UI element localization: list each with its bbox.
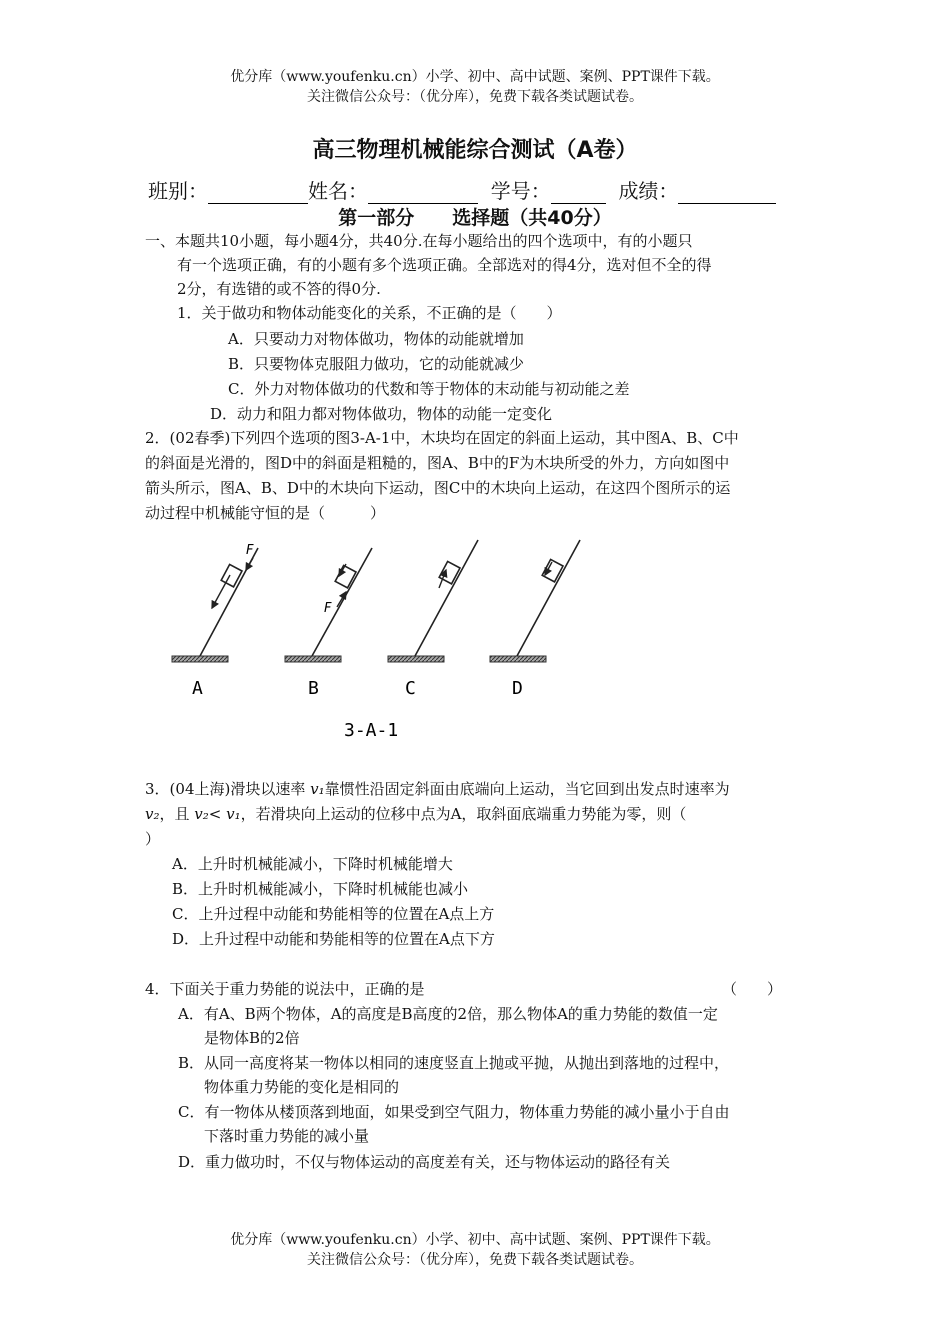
header-line-2: 关注微信公众号：（优分库），免费下载各类试题试卷。 bbox=[307, 89, 643, 105]
q1-option-c: C．外力对物体做功的代数和等于物体的末动能与初动能之差 bbox=[228, 380, 630, 398]
q3-line-1-end: 靠惯性沿固定斜面由底端向上运动，当它回到出发点时速率为 bbox=[324, 780, 730, 798]
q3-line-1 bbox=[145, 778, 730, 799]
force-label-a: F bbox=[246, 543, 254, 558]
page-title: 高三物理机械能综合测试（A卷） bbox=[312, 138, 638, 163]
id-blank bbox=[551, 183, 606, 204]
q4-option-b-line-1: B．从同一高度将某一物体以相同的速度竖直上抛或平抛，从抛出到落地的过程中， bbox=[178, 1054, 730, 1072]
footer-line-1: 优分库（www.youfenku.cn）小学、初中、高中试题、案例、PPT课件下载。 bbox=[230, 1232, 720, 1248]
q3-v2: v₂ bbox=[145, 805, 160, 823]
q4-answer-paren: （ ） bbox=[722, 980, 783, 998]
q4-option-d: D．重力做功时，不仅与物体运动的高度差有关，还与物体运动的路径有关 bbox=[178, 1153, 671, 1171]
q1-option-b: B．只要物体克服阻力做功，它的动能就减少 bbox=[228, 355, 525, 373]
q2-line-4: 动过程中机械能守恒的是（ ） bbox=[145, 504, 386, 522]
q4-option-c-line-2: 下落时重力势能的减小量 bbox=[204, 1127, 370, 1145]
name-label: 姓名： bbox=[308, 179, 368, 203]
q4-stem: 4．下面关于重力势能的说法中，正确的是 bbox=[145, 980, 425, 998]
figure-label-d: D bbox=[512, 678, 523, 699]
q4-option-b-line-2: 物体重力势能的变化是相同的 bbox=[204, 1078, 400, 1096]
instructions-line-3: 2分，有选错的或不答的得0分. bbox=[177, 280, 381, 298]
id-label: 学号： bbox=[490, 179, 551, 203]
footer-line-2: 关注微信公众号：（优分库），免费下载各类试题试卷。 bbox=[307, 1252, 643, 1268]
q3-v1: v₁ bbox=[310, 780, 325, 798]
q1-stem: 1．关于做功和物体动能变化的关系，不正确的是（ ） bbox=[177, 304, 562, 322]
q3-line-2-mid: ，且 bbox=[159, 805, 195, 823]
figure-panel-d bbox=[490, 540, 580, 662]
header-line-1: 优分库（www.youfenku.cn）小学、初中、高中试题、案例、PPT课件下载。 bbox=[230, 69, 720, 85]
q3-option-b: B．上升时机械能减小，下降时机械能也减小 bbox=[172, 880, 469, 898]
name-blank bbox=[368, 183, 478, 204]
q1-option-d: D．动力和阻力都对物体做功，物体的动能一定变化 bbox=[210, 405, 553, 423]
q1-option-a: A．只要动力对物体做功，物体的动能就增加 bbox=[228, 330, 524, 348]
q3-option-a: A．上升时机械能减小，下降时机械能增大 bbox=[172, 855, 453, 873]
instructions-line-1: 一、本题共10小题，每小题4分，共40分.在每小题给出的四个选项中，有的小题只 bbox=[145, 232, 693, 250]
class-label: 班别： bbox=[148, 179, 208, 203]
q3-option-c: C．上升过程中动能和势能相等的位置在A点上方 bbox=[172, 905, 495, 923]
figure-label-b: B bbox=[308, 678, 319, 699]
q2-line-2: 的斜面是光滑的，图D中的斜面是粗糙的，图A、B中的F为木块所受的外力，方向如图中 bbox=[145, 454, 730, 472]
figure-label-a: A bbox=[192, 678, 203, 699]
class-blank bbox=[208, 183, 308, 204]
q4-option-a-line-1: A．有A、B两个物体，A的高度是B高度的2倍，那么物体A的重力势能的数值一定 bbox=[178, 1005, 718, 1023]
q2-line-1: 2．(02春季)下列四个选项的图3-A-1中，木块均在固定的斜面上运动，其中图A、B、C中 bbox=[145, 429, 739, 447]
figure-panel-a bbox=[172, 543, 258, 662]
force-label-b: F bbox=[324, 601, 332, 616]
q2-line-3: 箭头所示，图A、B、D中的木块向下运动，图C中的木块向上运动，在这四个图所示的运 bbox=[145, 479, 731, 497]
incline-figure bbox=[160, 532, 600, 747]
q3-inequality: v₂< v₁ bbox=[194, 805, 241, 823]
q3-option-d: D．上升过程中动能和势能相等的位置在A点下方 bbox=[172, 930, 495, 948]
figure-caption: 3-A-1 bbox=[344, 720, 399, 741]
figure-label-c: C bbox=[405, 678, 416, 699]
q3-line-2 bbox=[145, 803, 686, 824]
score-label: 成绩： bbox=[618, 179, 679, 203]
section-heading: 第一部分 选择题（共40分） bbox=[338, 207, 612, 229]
figure-panel-b bbox=[285, 548, 372, 662]
q4-option-c-line-1: C．有一物体从楼顶落到地面，如果受到空气阻力，物体重力势能的减小量小于自由 bbox=[178, 1103, 730, 1121]
figure-panel-c bbox=[388, 540, 478, 662]
score-blank bbox=[678, 183, 776, 204]
q3-line-1-start: 3．(04上海)滑块以速率 bbox=[145, 780, 311, 798]
student-info-row bbox=[148, 175, 776, 204]
q3-line-2-end: ，若滑块向上运动的位移中点为A，取斜面底端重力势能为零，则（ bbox=[240, 805, 687, 823]
q3-line-3: ） bbox=[145, 830, 161, 848]
q4-option-a-line-2: 是物体B的2倍 bbox=[204, 1029, 300, 1047]
instructions-line-2: 有一个选项正确，有的小题有多个选项正确。全部选对的得4分，选对但不全的得 bbox=[177, 256, 712, 274]
